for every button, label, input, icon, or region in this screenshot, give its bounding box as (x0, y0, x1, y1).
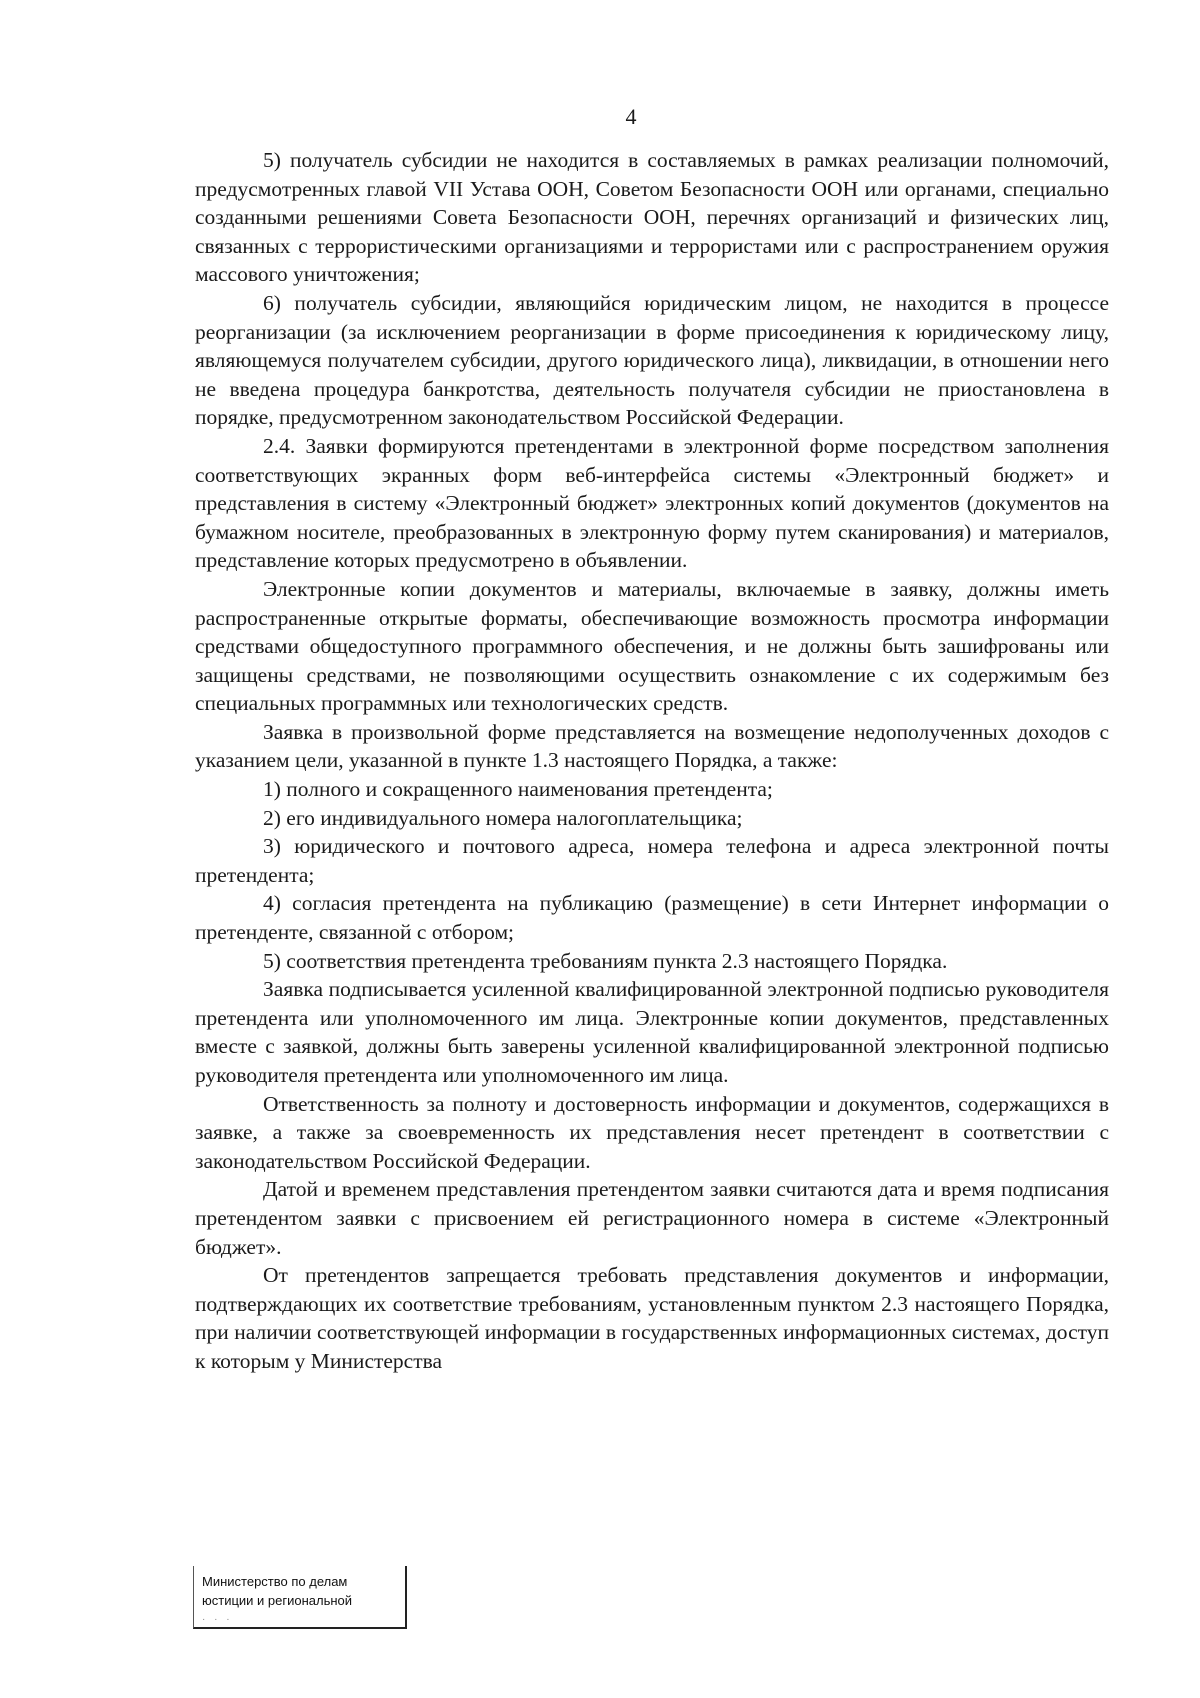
list-item-3: 3) юридического и почтового адреса, номера телефона и адреса электронной почты претендента; (195, 834, 1109, 887)
stamp-line-1: Министерство по делам (202, 1574, 348, 1589)
stamp-line-3: · · · (202, 1614, 233, 1625)
paragraph-prohibition: От претендентов запрещается требовать представления документов и информации, подтверждающих их соответствие требованиям, установленным пунктом 2.3 настоящего Порядка, при наличии соответствующей информации в государственных информационных системах, доступ к которым у Министерства (195, 1263, 1109, 1373)
list-item-1: 1) полного и сокращенного наименования претендента; (263, 777, 773, 802)
paragraph-application-form: Заявка в произвольной форме представляется на возмещение недополученных доходов с указанием цели, указанной в пункте 1.3 настоящего Порядка, а также: (195, 719, 1109, 773)
paragraph-date-time: Датой и временем представления претендентом заявки считаются дата и время подписания претендентом заявки с присвоением ей регистрационного номера в системе «Электронный бюджет». (195, 1177, 1109, 1259)
list-item-4: 4) согласия претендента на публикацию (размещение) в сети Интернет информации о претенденте, связанной с отбором; (195, 891, 1109, 945)
paragraph-signature: Заявка подписывается усиленной квалифицированной электронной подписью руководителя претендента или уполномоченного им лица. Электронные копии документов, представленных вместе с заявкой, должны быть заверены усиленной квалифицированной электронной подписью руководителя претендента или уполномоченного им лица. (195, 977, 1109, 1087)
registration-stamp (193, 1566, 407, 1629)
list-item-2: 2) его индивидуального номера налогоплательщика; (263, 805, 743, 830)
document-body (195, 146, 1109, 1376)
paragraph-electronic-copies: Электронные копии документов и материалы, включаемые в заявку, должны иметь распространенные открытые форматы, обеспечивающие возможность просмотра информации средствами общедоступного программного обеспечения, и не должны быть зашифрованы или защищены средствами, не позволяющими осуществить ознакомление с их содержимым без специальных программных или технологических средств. (195, 576, 1109, 716)
paragraph-2-4: 2.4. Заявки формируются претендентами в электронной форме посредством заполнения соответствующих экранных форм веб-интерфейса системы «Электронный бюджет» и представления в систему «Электронный бюджет» электронных копий документов (документов на бумажном носителе, преобразованных в электронную форму путем сканирования) и материалов, представление которых предусмотрено в объявлении. (195, 433, 1109, 573)
paragraph-responsibility: Ответственность за полноту и достоверность информации и документов, содержащихся в заявке, а также за своевременность их представления несет претендент в соответствии с законодательством Российской Федерации. (195, 1091, 1109, 1173)
list-item-5: 5) соответствия претендента требованиям пункта 2.3 настоящего Порядка. (263, 948, 948, 973)
stamp-line-2: юстиции и региональной (202, 1593, 353, 1608)
page-number: 4 (625, 104, 637, 129)
paragraph-item-5: 5) получатель субсидии не находится в составляемых в рамках реализации полномочий, предусмотренных главой VII Устава ООН, Советом Безопасности ООН или органами, специально созданными решениями Совета Безопасности ООН, перечнях организаций и физических лиц, связанных с террористическими организациями и террористами или с распространением оружия массового уничтожения; (195, 148, 1109, 287)
paragraph-item-6: 6) получатель субсидии, являющийся юридическим лицом, не находится в процессе реорганизации (за исключением реорганизации в форме присоединения к юридическому лицу, являющемуся получателем субсидии, другого юридического лица), ликвидации, в отношении него не введена процедура банкротства, деятельность получателя субсидии не приостановлена в порядке, предусмотренном законодательством Российской Федерации. (195, 290, 1109, 430)
